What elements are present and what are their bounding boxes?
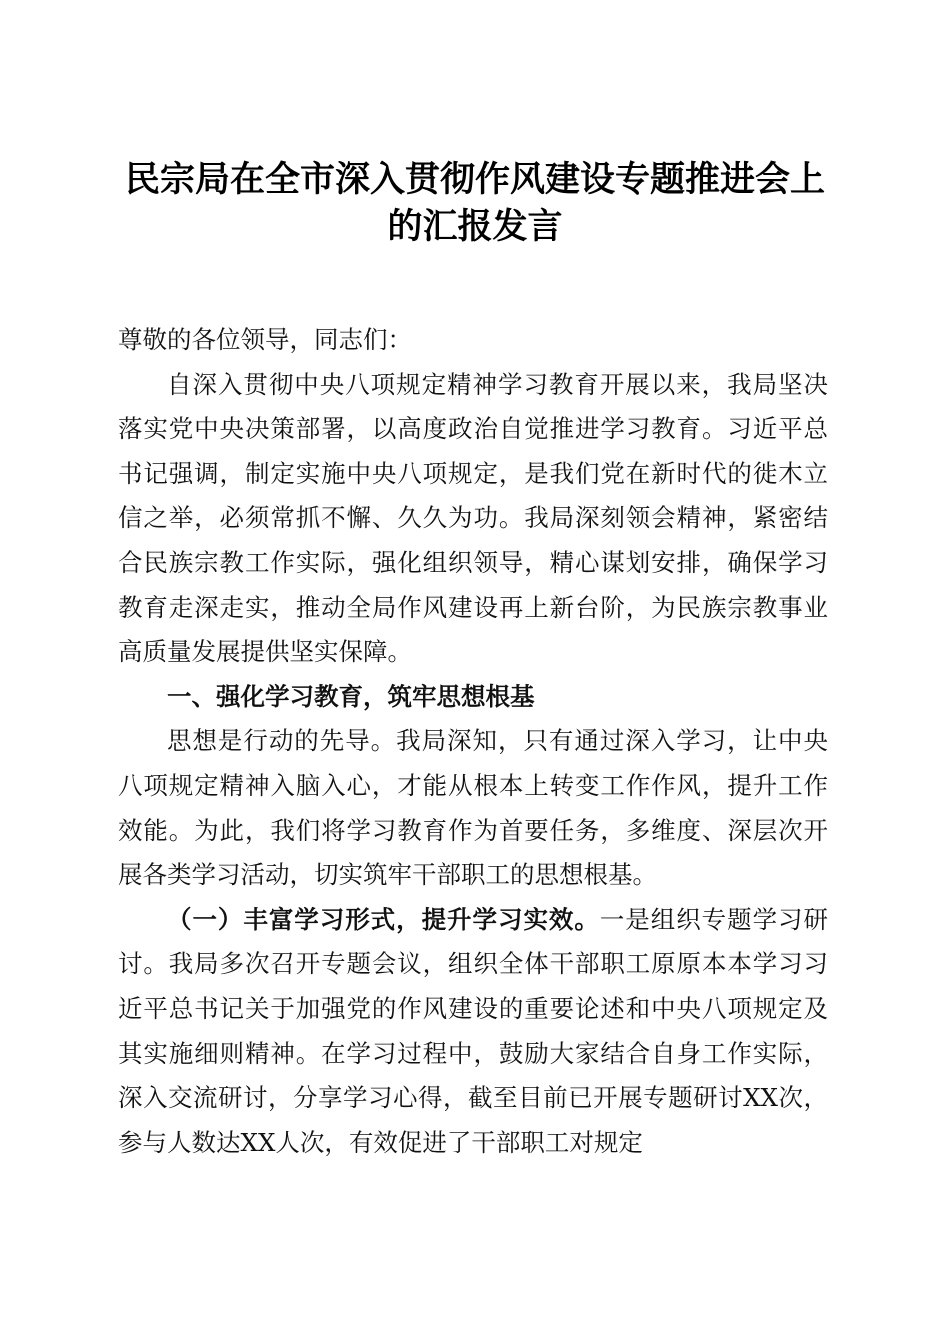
document-body [118, 318, 828, 1165]
title-line-1: 民宗局在全市深入贯彻作风建设专题推进会上 [124, 159, 825, 200]
title-line-2: 的汇报发言 [387, 206, 563, 247]
subsection-1-paragraph [118, 898, 828, 1166]
section-1-paragraph: 思想是行动的先导。我局深知，只有通过深入学习，让中央八项规定精神入脑入心，才能从根本上转变工作作风，提升工作效能。为此，我们将学习教育作为首要任务，多维度、深层次开展各类学习活动，切实筑牢干部职工的思想根基。 [118, 726, 828, 890]
document-title [100, 156, 850, 250]
salutation: 尊敬的各位领导，同志们： [118, 325, 412, 354]
section-1-heading: 一、强化学习教育，筑牢思想根基 [167, 681, 535, 711]
subsection-1-text: 一是组织专题学习研讨。我局多次召开专题会议，组织全体干部职工原原本本学习习近平总书记关于加强党的作风建设的重要论述和中央八项规定及其实施细则精神。在学习过程中，鼓励大家结合自身工作实际，深入交流研讨，分享学习心得，截至目前已开展专题研讨XX次，参与人数达XX人次，有效促进了干部职工对规定 [118, 904, 829, 1157]
intro-paragraph: 自深入贯彻中央八项规定精神学习教育开展以来，我局坚决落实党中央决策部署，以高度政治自觉推进学习教育。习近平总书记强调，制定实施中央八项规定，是我们党在新时代的徙木立信之举，必须常抓不懈、久久为功。我局深刻领会精神，紧密结合民族宗教工作实际，强化组织领导，精心谋划安排，确保学习教育走深走实，推动全局作风建设再上新台阶，为民族宗教事业高质量发展提供坚实保障。 [118, 369, 828, 667]
subsection-1-heading: （一）丰富学习形式，提升学习实效。 [167, 904, 600, 934]
